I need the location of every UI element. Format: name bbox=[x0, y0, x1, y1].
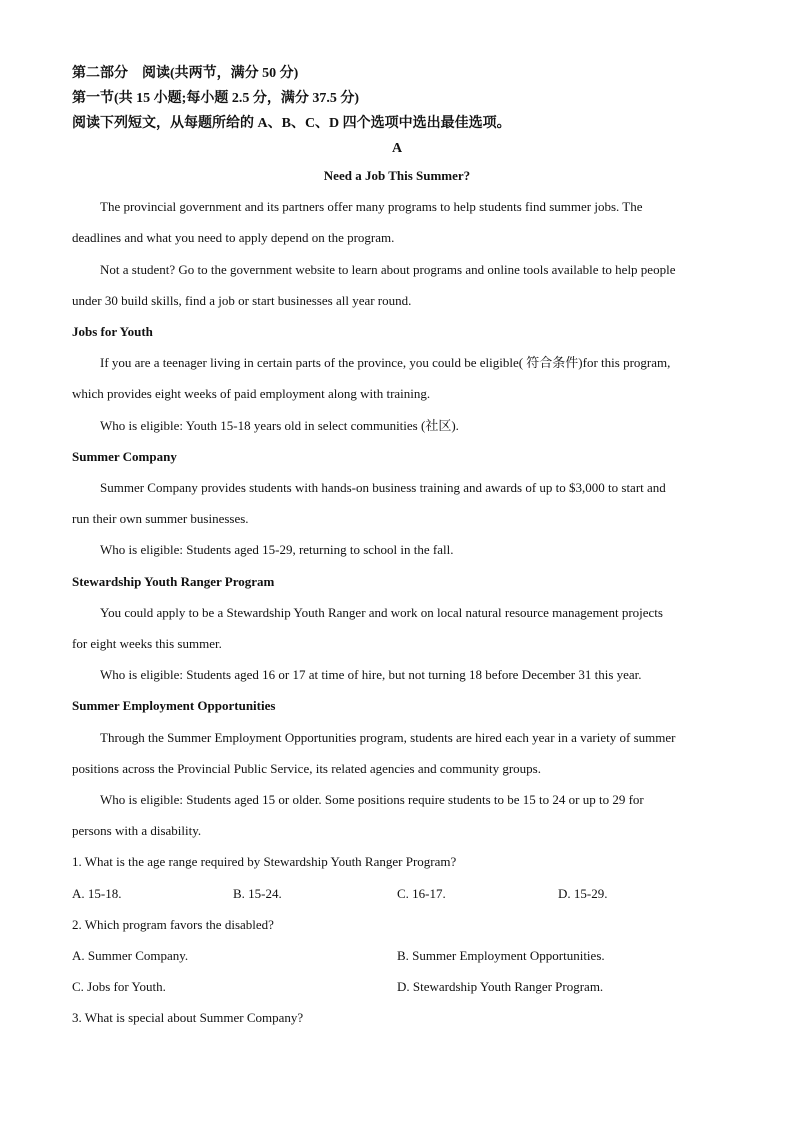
section-line: Summer Company provides students with hands-on business training and awards of up to $3,000 to start and bbox=[100, 480, 666, 495]
question-stem: 2. Which program favors the disabled? bbox=[72, 917, 274, 932]
section-heading: 第一节(共 15 小题;每小题 2.5 分，满分 37.5 分) bbox=[72, 91, 359, 106]
eligibility-line: Who is eligible: Students aged 16 or 17 at time of hire, but not turning 18 before December 31 this year. bbox=[100, 667, 642, 682]
section-line: for eight weeks this summer. bbox=[72, 636, 222, 651]
eligibility-line: Who is eligible: Students aged 15 or older. Some positions require students to be 15 to 24 or up to 29 for bbox=[100, 792, 644, 807]
eligibility-line: Who is eligible: Youth 15-18 years old in select communities (社区). bbox=[100, 418, 459, 433]
section-title: Summer Employment Opportunities bbox=[72, 698, 276, 713]
intro-line: The provincial government and its partners offer many programs to help students find summer jobs. The bbox=[100, 199, 643, 214]
passage-letter: A bbox=[391, 141, 403, 156]
section-line: positions across the Provincial Public Service, its related agencies and community groups. bbox=[72, 761, 541, 776]
option-d: D. Stewardship Youth Ranger Program. bbox=[397, 979, 604, 994]
option-b: B. 15-24. bbox=[233, 886, 282, 901]
question-stem: 3. What is special about Summer Company? bbox=[72, 1010, 304, 1025]
intro-line: Not a student? Go to the government website to learn about programs and online tools available to help people bbox=[100, 262, 676, 277]
option-a: A. 15-18. bbox=[72, 886, 122, 901]
option-a: A. Summer Company. bbox=[72, 948, 189, 963]
eligibility-line: Who is eligible: Students aged 15-29, returning to school in the fall. bbox=[100, 542, 454, 557]
passage-title: Need a Job This Summer? bbox=[323, 168, 471, 183]
section-title: Jobs for Youth bbox=[72, 324, 153, 339]
option-c: C. Jobs for Youth. bbox=[72, 979, 166, 994]
section-line: persons with a disability. bbox=[72, 823, 202, 838]
intro-line: under 30 build skills, find a job or start businesses all year round. bbox=[72, 293, 412, 308]
part-heading: 第二部分 阅读(共两节，满分 50 分) bbox=[72, 66, 299, 81]
question-stem: 1. What is the age range required by Stewardship Youth Ranger Program? bbox=[72, 854, 457, 869]
section-title: Stewardship Youth Ranger Program bbox=[72, 574, 275, 589]
section-line: If you are a teenager living in certain parts of the province, you could be eligible( 符合条件)for this program, bbox=[100, 355, 671, 370]
intro-line: deadlines and what you need to apply depend on the program. bbox=[72, 230, 395, 245]
option-c: C. 16-17. bbox=[397, 886, 446, 901]
section-line: Through the Summer Employment Opportunities program, students are hired each year in a variety of summer bbox=[100, 730, 676, 745]
section-line: which provides eight weeks of paid employment along with training. bbox=[72, 386, 431, 401]
option-b: B. Summer Employment Opportunities. bbox=[397, 948, 605, 963]
option-d: D. 15-29. bbox=[558, 886, 608, 901]
section-line: run their own summer businesses. bbox=[72, 511, 249, 526]
section-title: Summer Company bbox=[72, 449, 177, 464]
instruction-text: 阅读下列短文，从每题所给的 A、B、C、D 四个选项中选出最佳选项。 bbox=[72, 116, 511, 131]
section-line: You could apply to be a Stewardship Youth Ranger and work on local natural resource management projects bbox=[100, 605, 663, 620]
